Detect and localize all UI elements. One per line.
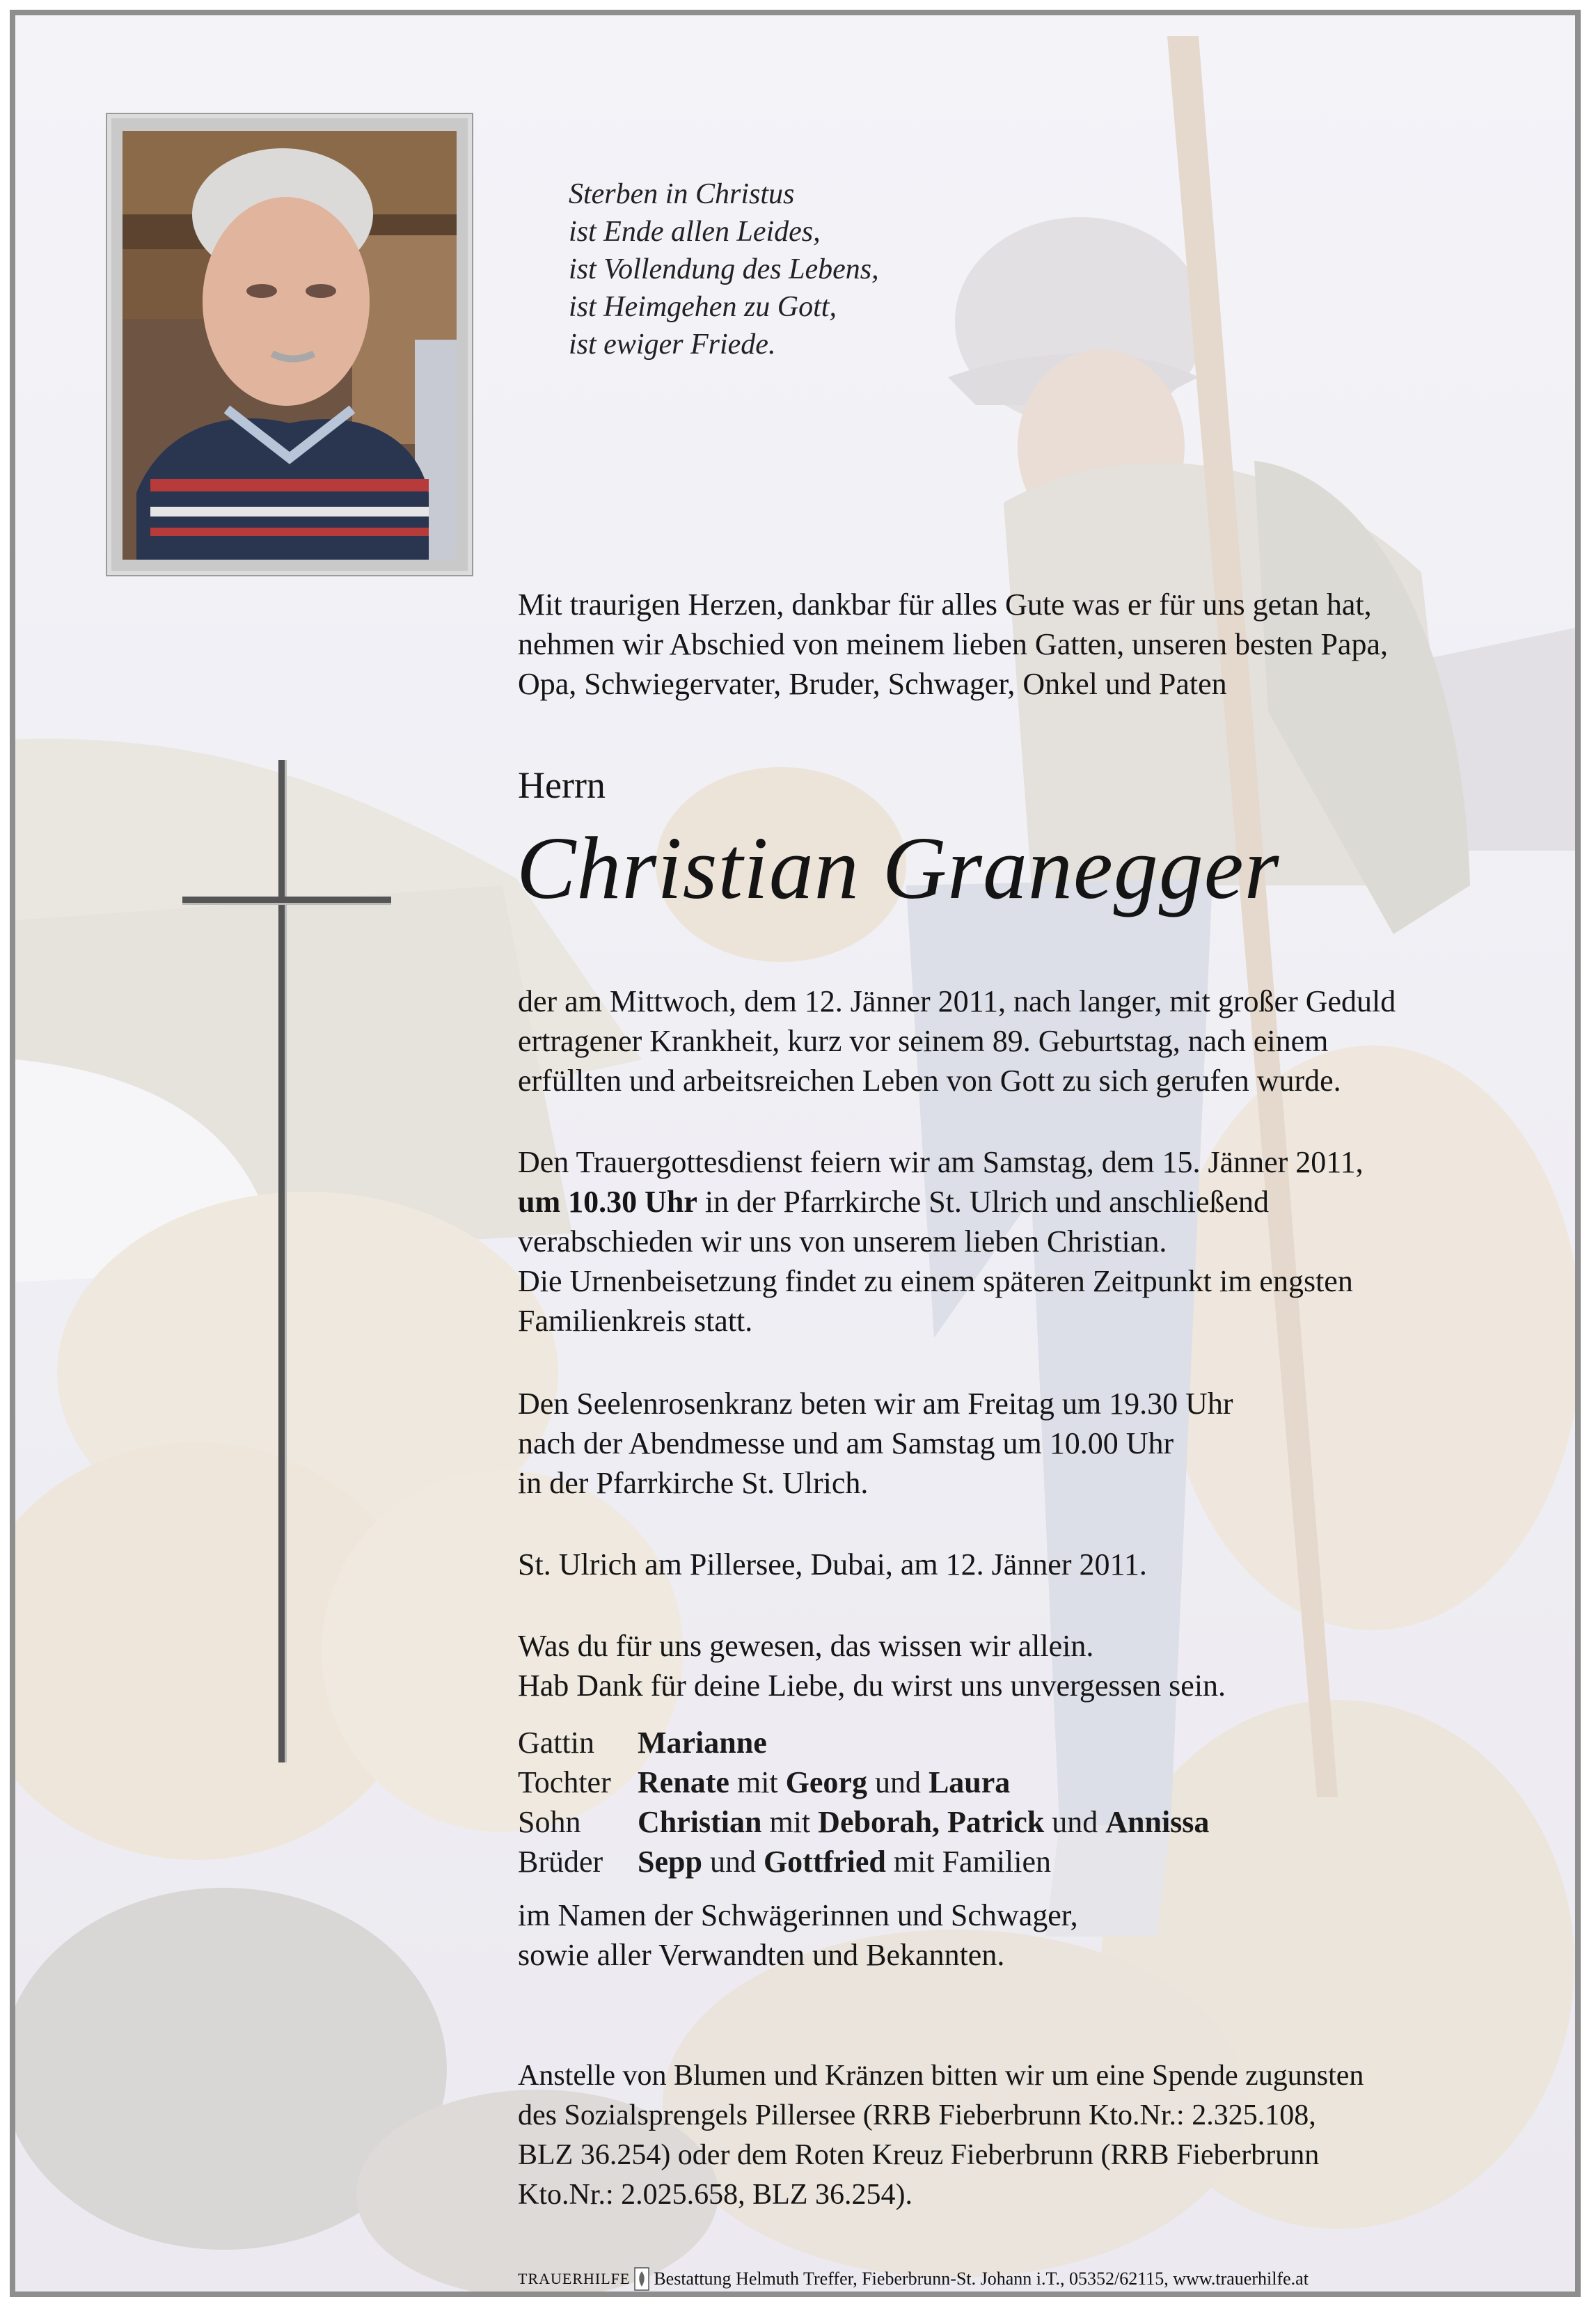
verse-line: Hab Dank für deine Liebe, du wirst uns unvergessen sein. — [518, 1669, 1226, 1703]
rosary-line: nach der Abendmesse und am Samstag um 10.00 Uhr — [518, 1426, 1174, 1460]
service-location: in der Pfarrkirche St. Ulrich und anschließend — [697, 1185, 1269, 1219]
service-line: Familienkreis statt. — [518, 1304, 753, 1338]
rosary-line: in der Pfarrkirche St. Ulrich. — [518, 1466, 869, 1500]
motto-line: ist Vollendung des Lebens, — [569, 253, 879, 285]
closing-line: im Namen der Schwägerinnen und Schwager, — [518, 1898, 1078, 1932]
service-time: um 10.30 Uhr — [518, 1185, 697, 1219]
family-row-brothers — [518, 1842, 1209, 1882]
motto-line: ist Ende allen Leides, — [569, 216, 821, 248]
intro-text — [518, 585, 1569, 704]
relative-name: Laura — [928, 1765, 1011, 1799]
motto-line: ist Heimgehen zu Gott, — [569, 291, 837, 323]
service-line — [518, 1182, 1562, 1222]
rosary-line: Den Seelenrosenkranz beten wir am Freitag um 19.30 Uhr — [518, 1387, 1233, 1421]
intro-line: Opa, Schwiegervater, Bruder, Schwager, Onkel und Paten — [518, 667, 1227, 701]
place-date: St. Ulrich am Pillersee, Dubai, am 12. Jänner 2011. — [518, 1547, 1147, 1582]
relation-label: Sohn — [518, 1805, 581, 1839]
family-row-son — [518, 1802, 1209, 1842]
relative-name: Georg — [785, 1765, 867, 1799]
service-line: Die Urnenbeisetzung findet zu einem späteren Zeitpunkt im engsten — [518, 1264, 1353, 1298]
connector-word: mit Familien — [885, 1845, 1051, 1879]
death-notice-line: ertragener Krankheit, kurz vor seinem 89. Geburtstag, nach einem — [518, 1024, 1329, 1058]
relative-name: Gottfried — [763, 1845, 886, 1879]
connector-word: und — [1044, 1805, 1106, 1839]
footer-credit — [518, 2267, 1309, 2291]
donation-line: Kto.Nr.: 2.025.658, BLZ 36.254). — [518, 2179, 912, 2211]
salutation: Herrn — [518, 764, 606, 806]
relation-label: Brüder — [518, 1845, 603, 1879]
service-line: verabschieden wir uns von unserem lieben Christian. — [518, 1224, 1167, 1259]
family-row-wife — [518, 1723, 1209, 1762]
relation-label: Gattin — [518, 1726, 594, 1760]
family-row-daughter — [518, 1762, 1209, 1802]
funeral-service — [518, 1142, 1562, 1341]
donation-line: des Sozialsprengels Pillersee (RRB Fieberbrunn Kto.Nr.: 2.325.108, — [518, 2099, 1316, 2131]
relatives — [638, 1802, 1209, 1842]
intro-line: Mit traurigen Herzen, dankbar für alles Gute was er für uns getan hat, — [518, 587, 1372, 622]
connector-word: mit — [729, 1765, 786, 1799]
relative-name: Renate — [638, 1765, 729, 1799]
donation-request — [518, 2056, 1527, 2215]
relative-name: Sepp — [638, 1845, 702, 1879]
connector-word: und — [867, 1765, 929, 1799]
service-line: Den Trauergottesdienst feiern wir am Samstag, dem 15. Jänner 2011, — [518, 1145, 1364, 1179]
connector-word: mit — [761, 1805, 819, 1839]
portrait-frame — [106, 113, 473, 576]
donation-line: Anstelle von Blumen und Kränzen bitten wir um eine Spende zugunsten — [518, 2060, 1364, 2092]
relatives — [638, 1762, 1010, 1802]
donation-line: BLZ 36.254) oder dem Roten Kreuz Fieberbrunn (RRB Fieberbrunn — [518, 2139, 1320, 2171]
death-notice — [518, 981, 1562, 1101]
motto-line: ist ewiger Friede. — [569, 329, 776, 361]
relation-label: Tochter — [518, 1765, 611, 1799]
deceased-name: Christian Granegger — [516, 819, 1280, 917]
motto-verse — [569, 175, 879, 363]
relative-name: Deborah, Patrick — [818, 1805, 1045, 1839]
closing-text — [518, 1895, 1078, 1975]
verse-line: Was du für uns gewesen, das wissen wir allein. — [518, 1629, 1094, 1663]
motto-line: Sterben in Christus — [569, 178, 795, 210]
farewell-verse — [518, 1626, 1226, 1705]
footer-text: Bestattung Helmuth Treffer, Fieberbrunn-St. Johann i.T., 05352/62115, www.trauerhilfe.at — [654, 2269, 1309, 2289]
relative-name: Marianne — [638, 1726, 767, 1760]
portrait-photo — [123, 131, 457, 560]
relatives — [638, 1842, 1051, 1882]
rosary-notice — [518, 1384, 1562, 1503]
connector-word: und — [702, 1845, 764, 1879]
relative-name: Annissa — [1105, 1805, 1210, 1839]
death-notice-line: der am Mittwoch, dem 12. Jänner 2011, nach langer, mit großer Geduld — [518, 984, 1396, 1018]
trauerhilfe-logo-icon — [634, 2267, 649, 2291]
obituary-page — [10, 10, 1581, 2297]
footer-brand: TRAUERHILFE — [518, 2270, 631, 2287]
death-notice-line: erfüllten und arbeitsreichen Leben von Gott zu sich gerufen wurde. — [518, 1064, 1341, 1098]
intro-line: nehmen wir Abschied von meinem lieben Gatten, unseren besten Papa, — [518, 627, 1388, 661]
family-list — [518, 1723, 1209, 1882]
cross-icon — [182, 760, 405, 1769]
closing-line: sowie aller Verwandten und Bekannten. — [518, 1938, 1005, 1972]
relative-name: Christian — [638, 1805, 762, 1839]
